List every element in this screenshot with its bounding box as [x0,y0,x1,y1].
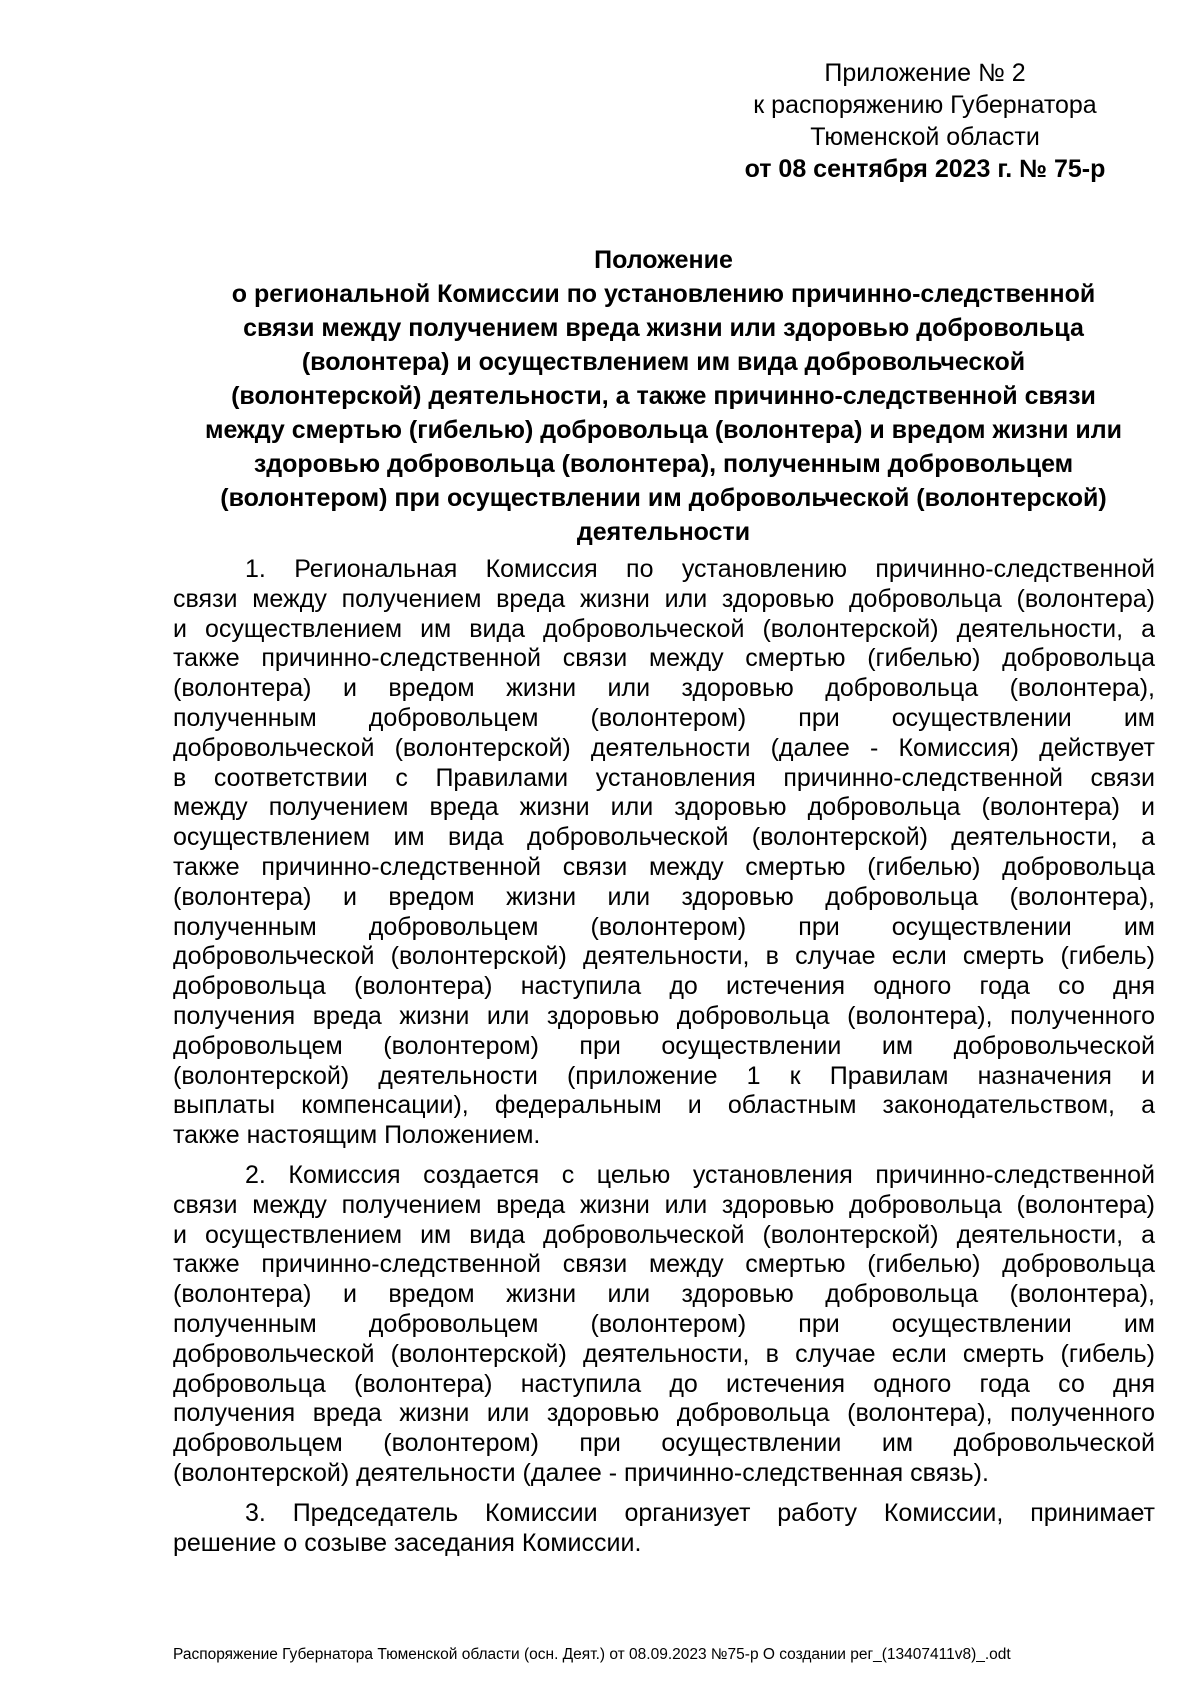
paragraph-2 [173,1161,1155,1489]
paragraph-line: и осуществлением им вида добровольческой (волонтерской) деятельности, а [173,614,1155,643]
appendix-reference: к распоряжению Губернатора [753,91,1097,119]
paragraph-line: добровольческой (волонтерской) деятельности (далее - Комиссия) действует [173,733,1155,762]
title-line: о региональной Комиссии по установлению причинно-следственной [231,280,1096,308]
paragraph-line: добровольцем (волонтером) при осуществлении им добровольческой [173,1031,1155,1060]
paragraph-line: (волонтера) и вредом жизни или здоровью добровольца (волонтера), [173,882,1155,911]
paragraph-line: 2. Комиссия создается с целью установления причинно-следственной [245,1160,1155,1189]
paragraph-line: между получением вреда жизни или здоровью добровольца (волонтера) и [173,793,1155,822]
paragraph-line: (волонтера) и вредом жизни или здоровью добровольца (волонтера), [173,1280,1155,1309]
paragraph-line: полученным добровольцем (волонтером) при осуществлении им [173,703,1155,732]
paragraph-line: (волонтера) и вредом жизни или здоровью добровольца (волонтера), [173,674,1155,703]
paragraph-line: также причинно-следственной связи между смертью (гибелью) добровольца [173,1250,1155,1279]
paragraph-line: также настоящим Положением. [173,1121,541,1150]
paragraph-line: связи между получением вреда жизни или здоровью добровольца (волонтера) [173,584,1155,613]
paragraph-line: осуществлением им вида добровольческой (волонтерской) деятельности, а [173,823,1155,852]
paragraph-line: и осуществлением им вида добровольческой (волонтерской) деятельности, а [173,1220,1155,1249]
document-title [170,243,1157,549]
document-footer: Распоряжение Губернатора Тюменской области (осн. Деят.) от 08.09.2023 №75-р О создании рег_(13407411v8)_.odt [173,1646,1011,1663]
paragraph-line: добровольческой (волонтерской) деятельности, в случае если смерть (гибель) [173,942,1155,971]
title-line: Положение [594,246,733,274]
paragraph-line: (волонтерской) деятельности (далее - причинно-следственная связь). [173,1458,989,1487]
paragraph-line: также причинно-следственной связи между смертью (гибелью) добровольца [173,644,1155,673]
title-line: деятельности [576,518,751,546]
paragraph-line: в соответствии с Правилами установления причинно-следственной связи [173,763,1155,792]
paragraph-line: также причинно-следственной связи между смертью (гибелью) добровольца [173,852,1155,881]
order-date-number: от 08 сентября 2023 г. № 75-р [744,155,1106,183]
title-line: (волонтерской) деятельности, а также причинно-следственной связи [231,382,1096,410]
paragraph-line: получения вреда жизни или здоровью добровольца (волонтера), полученного [173,1001,1155,1030]
paragraph-line: связи между получением вреда жизни или здоровью добровольца (волонтера) [173,1190,1155,1219]
appendix-number: Приложение № 2 [824,59,1026,87]
title-line: связи между получением вреда жизни или здоровью добровольца [243,314,1084,342]
paragraph-1 [173,555,1155,1151]
title-line: здоровью добровольца (волонтера), полученным добровольцем [253,450,1074,478]
paragraph-3 [173,1499,1155,1559]
paragraph-line: 3. Председатель Комиссии организует работу Комиссии, принимает [245,1498,1155,1527]
paragraph-line: полученным добровольцем (волонтером) при осуществлении им [173,912,1155,941]
appendix-region: Тюменской области [810,123,1040,151]
paragraph-line: решение о созыве заседания Комиссии. [173,1528,642,1557]
paragraph-line: выплаты компенсации), федеральным и областным законодательством, а [173,1091,1155,1120]
paragraph-line: получения вреда жизни или здоровью добровольца (волонтера), полученного [173,1399,1155,1428]
paragraph-line: добровольческой (волонтерской) деятельности, в случае если смерть (гибель) [173,1339,1155,1368]
title-line: (волонтером) при осуществлении им добровольческой (волонтерской) [220,484,1107,512]
paragraph-line: 1. Региональная Комиссия по установлению причинно-следственной [245,555,1155,583]
appendix-header [700,57,1150,185]
paragraph-line: полученным добровольцем (волонтером) при осуществлении им [173,1309,1155,1338]
paragraph-line: добровольца (волонтера) наступила до истечения одного года со дня [173,1369,1155,1398]
paragraph-line: добровольца (волонтера) наступила до истечения одного года со дня [173,972,1155,1001]
paragraph-line: (волонтерской) деятельности (приложение 1 к Правилам назначения и [173,1061,1155,1090]
document-body [173,555,1155,1568]
title-line: между смертью (гибелью) добровольца (волонтера) и вредом жизни или [204,416,1123,444]
paragraph-line: добровольцем (волонтером) при осуществлении им добровольческой [173,1429,1155,1458]
title-line: (волонтера) и осуществлением им вида добровольческой [301,348,1026,376]
